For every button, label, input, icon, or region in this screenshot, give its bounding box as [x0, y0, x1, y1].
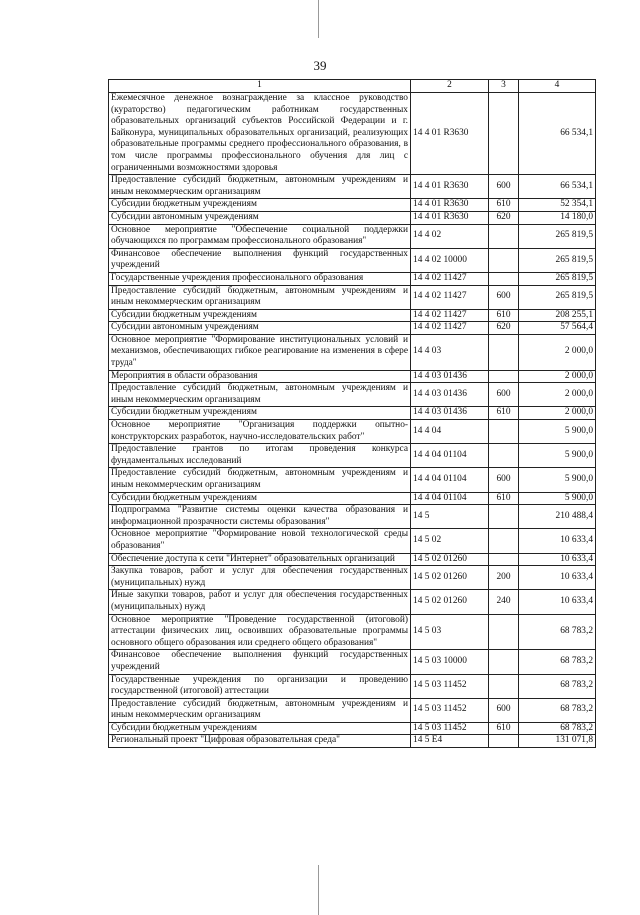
table-row	[109, 566, 596, 590]
row-name-cell: Субсидии бюджетным учреждениям	[109, 199, 411, 212]
header-col-2: 2	[411, 80, 489, 93]
table-row	[109, 272, 596, 285]
row-expense-type-cell: 610	[489, 407, 519, 420]
row-amount-cell: 66 534,1	[519, 93, 596, 175]
table-row	[109, 248, 596, 272]
row-amount-cell: 14 180,0	[519, 211, 596, 224]
row-amount-cell: 5 900,0	[519, 420, 596, 444]
table-row	[109, 505, 596, 529]
row-expense-type-cell	[489, 420, 519, 444]
header-col-1: 1	[109, 80, 411, 93]
row-name-cell: Обеспечение доступа к сети "Интернет" образовательных организаций	[109, 553, 411, 566]
table-row	[109, 674, 596, 698]
budget-table	[108, 79, 596, 748]
table-row	[109, 698, 596, 722]
row-code-cell: 14 4 03 01436	[411, 370, 489, 383]
row-code-cell: 14 4 01 R3630	[411, 211, 489, 224]
row-code-cell: 14 4 01 R3630	[411, 175, 489, 199]
row-code-cell: 14 5 03 11452	[411, 722, 489, 735]
row-name-cell: Основное мероприятие "Обеспечение социальной поддержки обучающихся по программам профессионального образования"	[109, 224, 411, 248]
row-amount-cell: 2 000,0	[519, 383, 596, 407]
row-expense-type-cell: 620	[489, 322, 519, 335]
row-expense-type-cell: 600	[489, 285, 519, 309]
row-amount-cell: 10 633,4	[519, 590, 596, 614]
header-col-3: 3	[489, 80, 519, 93]
row-code-cell: 14 5 02 01260	[411, 566, 489, 590]
row-name-cell: Субсидии бюджетным учреждениям	[109, 722, 411, 735]
row-name-cell: Субсидии бюджетным учреждениям	[109, 407, 411, 420]
table-row	[109, 322, 596, 335]
table-row	[109, 735, 596, 748]
row-amount-cell: 5 900,0	[519, 444, 596, 468]
row-expense-type-cell	[489, 370, 519, 383]
row-code-cell: 14 5 03 11452	[411, 698, 489, 722]
row-expense-type-cell	[489, 334, 519, 370]
row-name-cell: Государственные учреждения профессионального образования	[109, 272, 411, 285]
row-code-cell: 14 4 01 R3630	[411, 199, 489, 212]
row-expense-type-cell: 600	[489, 468, 519, 492]
table-row	[109, 468, 596, 492]
row-amount-cell: 2 000,0	[519, 334, 596, 370]
row-name-cell: Субсидии автономным учреждениям	[109, 322, 411, 335]
table-row	[109, 444, 596, 468]
row-name-cell: Основное мероприятие "Формирование институциональных условий и механизмов, обеспечивающих гибкое реагирование на изменения в сфере труда"	[109, 334, 411, 370]
row-amount-cell: 5 900,0	[519, 492, 596, 505]
row-code-cell: 14 4 01 R3630	[411, 93, 489, 175]
row-amount-cell: 265 819,5	[519, 248, 596, 272]
row-amount-cell: 10 633,4	[519, 553, 596, 566]
row-code-cell: 14 4 04 01104	[411, 468, 489, 492]
row-expense-type-cell	[489, 248, 519, 272]
row-name-cell: Предоставление субсидий бюджетным, автономным учреждениям и иным некоммерческим организациям	[109, 285, 411, 309]
row-amount-cell: 2 000,0	[519, 370, 596, 383]
table-row	[109, 224, 596, 248]
row-expense-type-cell: 620	[489, 211, 519, 224]
page-number: 39	[313, 58, 327, 73]
row-code-cell: 14 5 02	[411, 529, 489, 553]
row-name-cell: Иные закупки товаров, работ и услуг для обеспечения государственных (муниципальных) нужд	[109, 590, 411, 614]
table-row	[109, 420, 596, 444]
row-code-cell: 14 4 04 01104	[411, 444, 489, 468]
row-expense-type-cell	[489, 553, 519, 566]
row-code-cell: 14 5 03	[411, 614, 489, 650]
binding-line-top	[318, 0, 319, 38]
table-row	[109, 175, 596, 199]
row-name-cell: Региональный проект "Цифровая образовательная среда"	[109, 735, 411, 748]
row-expense-type-cell	[489, 444, 519, 468]
header-row	[109, 80, 596, 93]
table-row	[109, 199, 596, 212]
row-amount-cell: 68 783,2	[519, 674, 596, 698]
row-name-cell: Основное мероприятие "Формирование новой технологической среды образования"	[109, 529, 411, 553]
row-code-cell: 14 4 04 01104	[411, 492, 489, 505]
row-amount-cell: 10 633,4	[519, 566, 596, 590]
row-code-cell: 14 4 02 11427	[411, 285, 489, 309]
row-name-cell: Мероприятия в области образования	[109, 370, 411, 383]
row-amount-cell: 131 071,8	[519, 735, 596, 748]
row-expense-type-cell: 600	[489, 175, 519, 199]
row-amount-cell: 52 354,1	[519, 199, 596, 212]
row-amount-cell: 265 819,5	[519, 285, 596, 309]
row-expense-type-cell	[489, 674, 519, 698]
row-code-cell: 14 5 02 01260	[411, 553, 489, 566]
row-amount-cell: 208 255,1	[519, 309, 596, 322]
table-row	[109, 492, 596, 505]
row-amount-cell: 68 783,2	[519, 650, 596, 674]
row-code-cell: 14 5 03 11452	[411, 674, 489, 698]
table-header	[109, 80, 596, 93]
budget-table-container	[108, 79, 595, 748]
table-row	[109, 553, 596, 566]
row-code-cell: 14 5 02 01260	[411, 590, 489, 614]
row-amount-cell: 5 900,0	[519, 468, 596, 492]
table-row	[109, 614, 596, 650]
row-code-cell: 14 4 02 11427	[411, 322, 489, 335]
row-expense-type-cell	[489, 93, 519, 175]
row-name-cell: Субсидии бюджетным учреждениям	[109, 492, 411, 505]
row-name-cell: Подпрограмма "Развитие системы оценки качества образования и информационной прозрачности системы образования"	[109, 505, 411, 529]
row-code-cell: 14 4 02	[411, 224, 489, 248]
row-expense-type-cell	[489, 614, 519, 650]
header-col-4: 4	[519, 80, 596, 93]
row-name-cell: Субсидии автономным учреждениям	[109, 211, 411, 224]
table-row	[109, 407, 596, 420]
row-expense-type-cell	[489, 650, 519, 674]
row-amount-cell: 2 000,0	[519, 407, 596, 420]
binding-line-bottom	[318, 865, 319, 915]
row-amount-cell: 68 783,2	[519, 722, 596, 735]
row-expense-type-cell	[489, 529, 519, 553]
row-expense-type-cell: 610	[489, 492, 519, 505]
row-name-cell: Финансовое обеспечение выполнения функций государственных учреждений	[109, 248, 411, 272]
table-row	[109, 650, 596, 674]
row-expense-type-cell: 610	[489, 722, 519, 735]
row-expense-type-cell: 610	[489, 309, 519, 322]
row-expense-type-cell: 200	[489, 566, 519, 590]
table-row	[109, 93, 596, 175]
row-code-cell: 14 4 02 10000	[411, 248, 489, 272]
row-expense-type-cell: 240	[489, 590, 519, 614]
row-amount-cell: 265 819,5	[519, 272, 596, 285]
row-amount-cell: 68 783,2	[519, 614, 596, 650]
row-name-cell: Основное мероприятие "Проведение государственной (итоговой) аттестации физических лиц, освоивших образовательные программы основного общего образования или среднего общего образования"	[109, 614, 411, 650]
row-code-cell: 14 5 03 10000	[411, 650, 489, 674]
row-amount-cell: 68 783,2	[519, 698, 596, 722]
row-expense-type-cell: 610	[489, 199, 519, 212]
table-body	[109, 93, 596, 748]
row-name-cell: Предоставление субсидий бюджетным, автономным учреждениям и иным некоммерческим организациям	[109, 383, 411, 407]
table-row	[109, 211, 596, 224]
row-amount-cell: 66 534,1	[519, 175, 596, 199]
row-name-cell: Предоставление субсидий бюджетным, автономным учреждениям и иным некоммерческим организациям	[109, 698, 411, 722]
row-code-cell: 14 4 03	[411, 334, 489, 370]
row-amount-cell: 57 564,4	[519, 322, 596, 335]
table-row	[109, 370, 596, 383]
row-name-cell: Государственные учреждения по организации и проведению государственной (итоговой) аттестации	[109, 674, 411, 698]
row-expense-type-cell	[489, 735, 519, 748]
row-expense-type-cell	[489, 272, 519, 285]
row-amount-cell: 210 488,4	[519, 505, 596, 529]
row-name-cell: Основное мероприятие "Организация поддержки опытно-конструкторских разработок, научно-исследовательских работ"	[109, 420, 411, 444]
row-expense-type-cell: 600	[489, 698, 519, 722]
row-name-cell: Предоставление субсидий бюджетным, автономным учреждениям и иным некоммерческим организациям	[109, 468, 411, 492]
row-code-cell: 14 4 02 11427	[411, 272, 489, 285]
row-amount-cell: 265 819,5	[519, 224, 596, 248]
row-code-cell: 14 5	[411, 505, 489, 529]
table-row	[109, 722, 596, 735]
row-name-cell: Закупка товаров, работ и услуг для обеспечения государственных (муниципальных) нужд	[109, 566, 411, 590]
row-code-cell: 14 5 E4	[411, 735, 489, 748]
row-amount-cell: 10 633,4	[519, 529, 596, 553]
row-expense-type-cell	[489, 505, 519, 529]
row-name-cell: Субсидии бюджетным учреждениям	[109, 309, 411, 322]
row-code-cell: 14 4 03 01436	[411, 383, 489, 407]
row-code-cell: 14 4 02 11427	[411, 309, 489, 322]
table-row	[109, 285, 596, 309]
row-code-cell: 14 4 03 01436	[411, 407, 489, 420]
row-expense-type-cell: 600	[489, 383, 519, 407]
row-name-cell: Финансовое обеспечение выполнения функций государственных учреждений	[109, 650, 411, 674]
row-name-cell: Предоставление субсидий бюджетным, автономным учреждениям и иным некоммерческим организациям	[109, 175, 411, 199]
row-expense-type-cell	[489, 224, 519, 248]
table-row	[109, 309, 596, 322]
row-name-cell: Ежемесячное денежное вознаграждение за классное руководство (кураторство) педагогическим работникам государственных образовательных организаций субъектов Российской Федерации и г. Байконура, муниципальных образовательных организаций, реализующих образовательные программы среднего профессионального образования, в том числе программы профессионального обучения для лиц с ограниченными возможностями здоровья	[109, 93, 411, 175]
row-code-cell: 14 4 04	[411, 420, 489, 444]
table-row	[109, 334, 596, 370]
table-row	[109, 590, 596, 614]
table-row	[109, 529, 596, 553]
row-name-cell: Предоставление грантов по итогам проведения конкурса фундаментальных исследований	[109, 444, 411, 468]
table-row	[109, 383, 596, 407]
